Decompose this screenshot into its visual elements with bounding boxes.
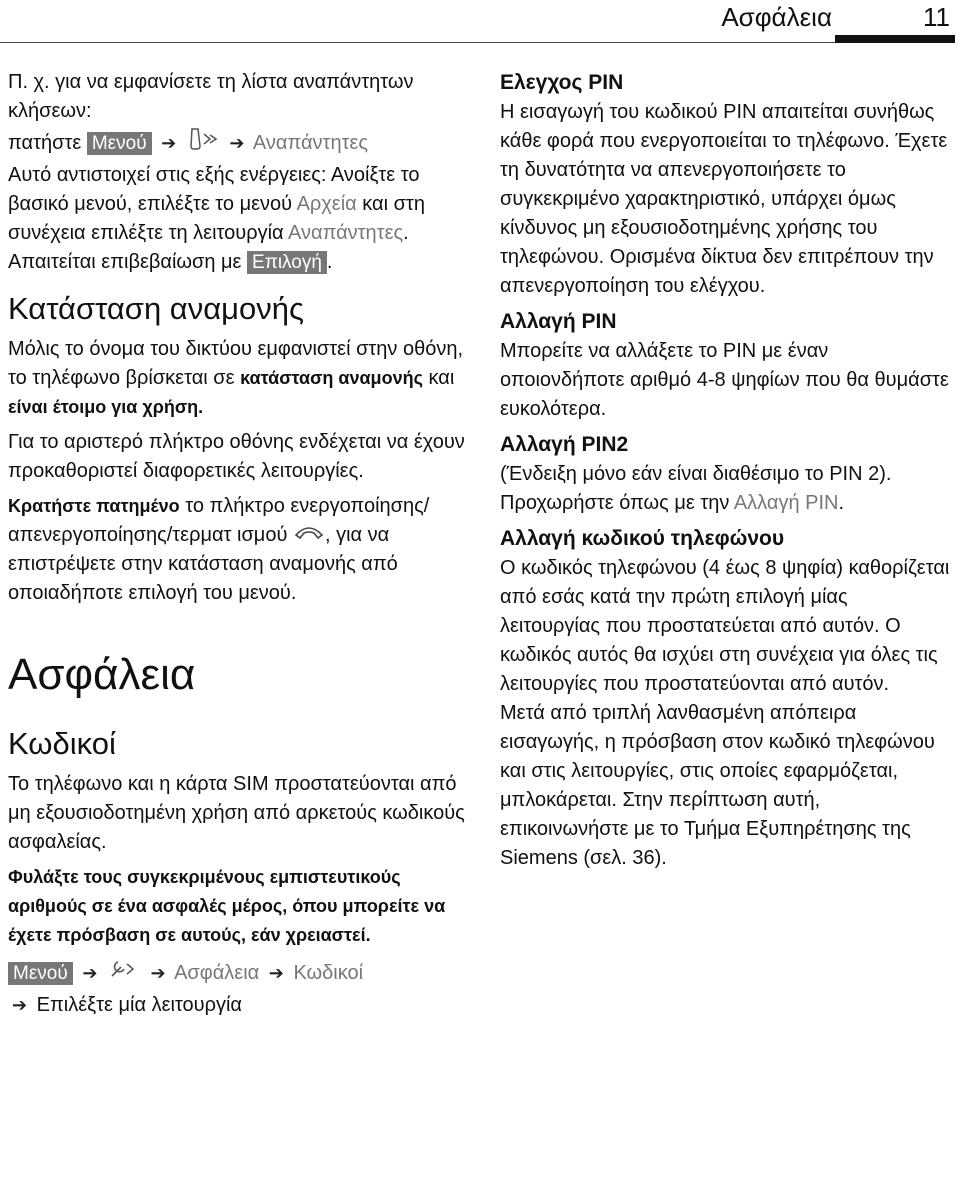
- menu-item-codes: Κωδικοί: [293, 962, 364, 984]
- heading-codes: Κωδικοί: [8, 726, 116, 762]
- menu-item-change-pin: Αλλαγή PIN: [733, 492, 839, 514]
- paragraph-intro: Π. χ. για να εμφανίσετε τη λίστα αναπάντητων κλήσεων:: [8, 71, 414, 122]
- arrow-icon: ➔: [82, 963, 98, 983]
- paragraph-keep-safe: Φυλάξτε τους συγκεκριμένους εμπιστευτικούς αριθμούς σε ένα ασφαλές μέρος, όπου μπορείτε να έχετε πρόσβαση σε αυτούς, εάν χρειαστεί.: [8, 867, 446, 946]
- menu-path-missed: πατήστε Μενού ➔ ➔ Αναπάντητες: [8, 126, 468, 161]
- calls-icon: [186, 126, 220, 161]
- arrow-icon: ➔: [12, 995, 28, 1016]
- menu-softkey: Μενού: [8, 962, 73, 985]
- heading-change-pin2: Αλλαγή PIN2: [500, 433, 629, 456]
- paragraph-left-softkey: Για το αριστερό πλήκτρο οθόνης ενδέχεται να έχουν προκαθοριστεί διαφορετικές λειτουργίες.: [8, 431, 465, 482]
- paragraph-change-pin: Μπορείτε να αλλάξετε το PIN με έναν οποιονδήποτε αριθμό 4-8 ψηφίων που θα θυμάστε ευκολότερα.: [500, 340, 949, 420]
- menu-softkey: Μενού: [87, 132, 152, 155]
- paragraph-end-key: Κρατήστε πατημένο το πλήκτρο ενεργοποίησης/απενεργοποίησης/τερματ ισμού , για να επιστρέψετε στην κατάσταση αναμονής από οποιαδήποτε επιλογή του μενού.: [8, 495, 430, 605]
- heading-phone-code: Αλλαγή κωδικού τηλεφώνου: [500, 527, 785, 550]
- menu-item-missed: Αναπάντητες: [252, 131, 369, 154]
- menu-item-missed-inline: Αναπάντητες: [288, 222, 404, 244]
- header-bar: [835, 35, 955, 43]
- paragraph-codes: Το τηλέφωνο και η κάρτα SIM προστατεύονται από μη εξουσιοδοτημένη χρήση από αρκετούς κωδικούς ασφαλείας.: [8, 773, 465, 854]
- left-column: [8, 68, 468, 1020]
- heading-change-pin: Αλλαγή PIN: [500, 310, 617, 333]
- menu-path-codes: [8, 956, 468, 991]
- page-number: 11: [923, 2, 950, 32]
- arrow-icon: ➔: [150, 963, 166, 983]
- header-rule: [0, 42, 835, 43]
- menu-item-archives: Αρχεία: [296, 193, 357, 215]
- settings-icon: [107, 956, 141, 991]
- page-header: [0, 0, 960, 50]
- paragraph-phone-code-1: Ο κωδικός τηλεφώνου (4 έως 8 ψηφία) καθορίζεται από εσάς κατά την πρώτη επιλογή μίας λειτουργίας που προστατεύεται από αυτόν. Ο κωδικός αυτός θα ισχύει στη συνέχεια για όλες τις λειτουργίες που προστατεύονται από αυτόν.: [500, 557, 950, 695]
- paragraph-pin-check: Η εισαγωγή του κωδικού PIN απαιτείται συνήθως κάθε φορά που ενεργοποιείται το τηλέφωνο. Έχετε τη δυνατότητα να απενεργοποιήσετε το συγκεκριμένο χαρακτηριστικό, υπάρχει όμως κίνδυνος μη εξουσιοδοτημένης χρήσης του τηλεφώνου. Ορισμένα δίκτυα δεν επιτρέπουν την απενεργοποίηση του ελέγχου.: [500, 101, 948, 297]
- arrow-icon: ➔: [161, 132, 177, 153]
- select-softkey: Επιλογή: [247, 251, 327, 274]
- header-section-title: Ασφάλεια: [721, 2, 832, 32]
- arrow-icon: ➔: [268, 963, 284, 983]
- paragraph-change-pin2: (Ένδειξη μόνο εάν είναι διαθέσιμο το PIN 2). Προχωρήστε όπως με την Αλλαγή PIN.: [500, 463, 892, 514]
- arrow-icon: ➔: [229, 132, 245, 153]
- menu-path-choose: ➔ Επιλέξτε μία λειτουργία: [8, 991, 468, 1020]
- paragraph-actions: Αυτό αντιστοιχεί στις εξής ενέργειες: Ανοίξτε το βασικό μενού, επιλέξτε το μενού Αρχεία και στη συνέχεια επιλέξτε τη λειτουργία Αναπάντητες. Απαιτείται επιβεβαίωση με Επιλογή .: [8, 164, 425, 273]
- heading-security: Ασφάλεια: [8, 650, 196, 700]
- right-column: [500, 68, 950, 873]
- heading-standby: Κατάσταση αναμονής: [8, 291, 304, 326]
- paragraph-standby: Μόλις το όνομα του δικτύου εμφανιστεί στην οθόνη, το τηλέφωνο βρίσκεται σε κατάσταση αναμονής και είναι έτοιμο για χρήση.: [8, 338, 464, 417]
- heading-pin-check: Ελεγχος PIN: [500, 71, 624, 94]
- paragraph-phone-code-2: Μετά από τριπλή λανθασμένη απόπειρα εισαγωγής, η πρόσβαση στον κωδικό τηλεφώνου και στις λειτουργίες, στις οποίες εφαρμόζεται, μπλοκάρεται. Στην περίπτωση αυτή, επικοινωνήστε με το Τμήμα Εξυπηρέτησης της Siemens (σελ. 36).: [500, 702, 935, 869]
- menu-item-security: Ασφάλεια: [174, 962, 260, 984]
- end-call-icon: [293, 521, 325, 550]
